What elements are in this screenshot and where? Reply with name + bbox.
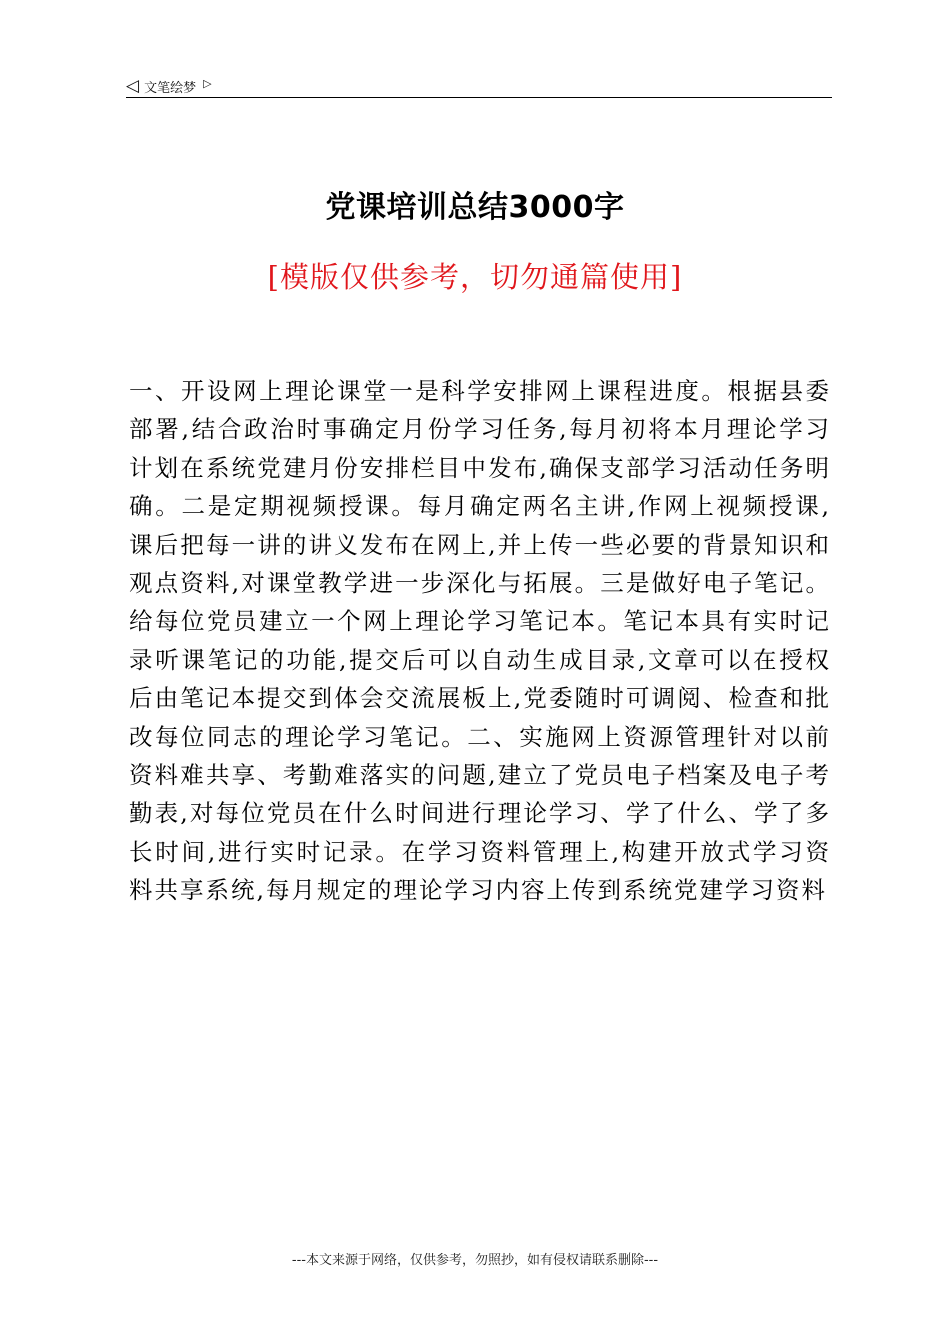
- triangle-right-icon: ▷: [203, 76, 212, 90]
- body-paragraph: 一、开设网上理论课堂一是科学安排网上课程进度。根据县委部署,结合政治时事确定月份学习任务,每月初将本月理论学习计划在系统党建月份安排栏目中发布,确保支部学习活动任务明确。二是定期视频授课。每月确定两名主讲,作网上视频授课,课后把每一讲的讲义发布在网上,并上传一些必要的背景知识和观点资料,对课堂教学进一步深化与拓展。三是做好电子笔记。给每位党员建立一个网上理论学习笔记本。笔记本具有实时记录听课笔记的功能,提交后可以自动生成目录,文章可以在授权后由笔记本提交到体会交流展板上,党委随时可调阅、检查和批改每位同志的理论学习笔记。二、实施网上资源管理针对以前资料难共享、考勤难落实的问题,建立了党员电子档案及电子考勤表,对每位党员在什么时间进行理论学习、学了什么、学了多长时间,进行实时记录。在学习资料管理上,构建开放式学习资料共享系统,每月规定的理论学习内容上传到系统党建学习资料: [129, 377, 831, 905]
- document-title: 党课培训总结3000字: [325, 190, 625, 225]
- triangle-left-icon: ◁: [126, 75, 140, 96]
- header-divider: [126, 97, 832, 98]
- page-footer: ---本文来源于网络，仅供参考，勿照抄，如有侵权请联系删除---: [291, 1253, 659, 1268]
- document-subtitle: [模版仅供参考，切勿通篇使用]: [267, 260, 683, 294]
- header-label: 文笔绘梦: [144, 80, 197, 96]
- page-header: [126, 74, 832, 98]
- body-text: [129, 372, 831, 910]
